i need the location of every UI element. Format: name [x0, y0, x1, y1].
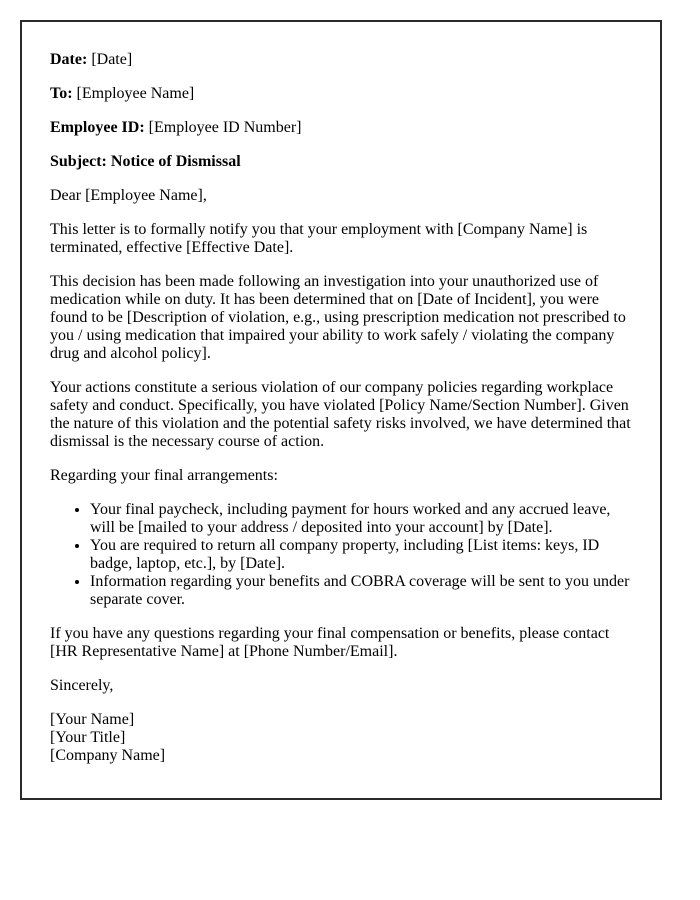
body-paragraph-investigation: This decision has been made following an investigation into your unauthorized use of medication while on duty. It has been determined that on [Date of Incident], you were found to be [Description of violation, e.g., using prescription medication not prescribed to you / using medication that impaired your ability to work safely / violating the company drug and alcohol policy]. — [50, 273, 626, 362]
closing-paragraph: If you have any questions regarding your final compensation or benefits, please contact [HR Representative Name] at [Phone Number/Email]. — [50, 625, 610, 660]
header-field-to — [50, 85, 632, 103]
final-arrangements-list — [50, 501, 632, 609]
header-field-employee-id — [50, 119, 632, 137]
subject-line: Subject: Notice of Dismissal — [50, 153, 241, 170]
employee-id-value: [Employee ID Number] — [148, 119, 302, 136]
employee-id-label: Employee ID: — [50, 119, 145, 136]
header-field-date — [50, 51, 632, 69]
to-label: To: — [50, 85, 73, 102]
body-paragraph-termination: This letter is to formally notify you that your employment with [Company Name] is terminated, effective [Effective Date]. — [50, 221, 588, 256]
signoff: Sincerely, — [50, 677, 114, 694]
letter-document — [20, 20, 662, 800]
signature-name: [Your Name] — [50, 711, 135, 728]
signature-title: [Your Title] — [50, 729, 126, 746]
list-item-benefits-cobra: • Information regarding your benefits and COBRA coverage will be sent to you under separate cover. — [90, 573, 632, 609]
date-value: [Date] — [91, 51, 133, 68]
to-value: [Employee Name] — [76, 85, 195, 102]
final-arrangements-intro: Regarding your final arrangements: — [50, 467, 278, 484]
list-item-final-paycheck: • Your final paycheck, including payment for hours worked and any accrued leave, will be [mailed to your address / deposited into your account] by [Date]. — [90, 501, 632, 537]
list-item-company-property: • You are required to return all company property, including [List items: keys, ID badge, laptop, etc.], by [Date]. — [90, 537, 632, 573]
body-paragraph-policy-violation: Your actions constitute a serious violation of our company policies regarding workplace safety and conduct. Specifically, you have violated [Policy Name/Section Number]. Given the nature of this violation and the potential safety risks involved, we have determined that dismissal is the necessary course of action. — [50, 379, 631, 450]
salutation: Dear [Employee Name], — [50, 187, 207, 204]
signature-company: [Company Name] — [50, 747, 166, 764]
signature-block — [50, 711, 632, 765]
date-label: Date: — [50, 51, 88, 68]
